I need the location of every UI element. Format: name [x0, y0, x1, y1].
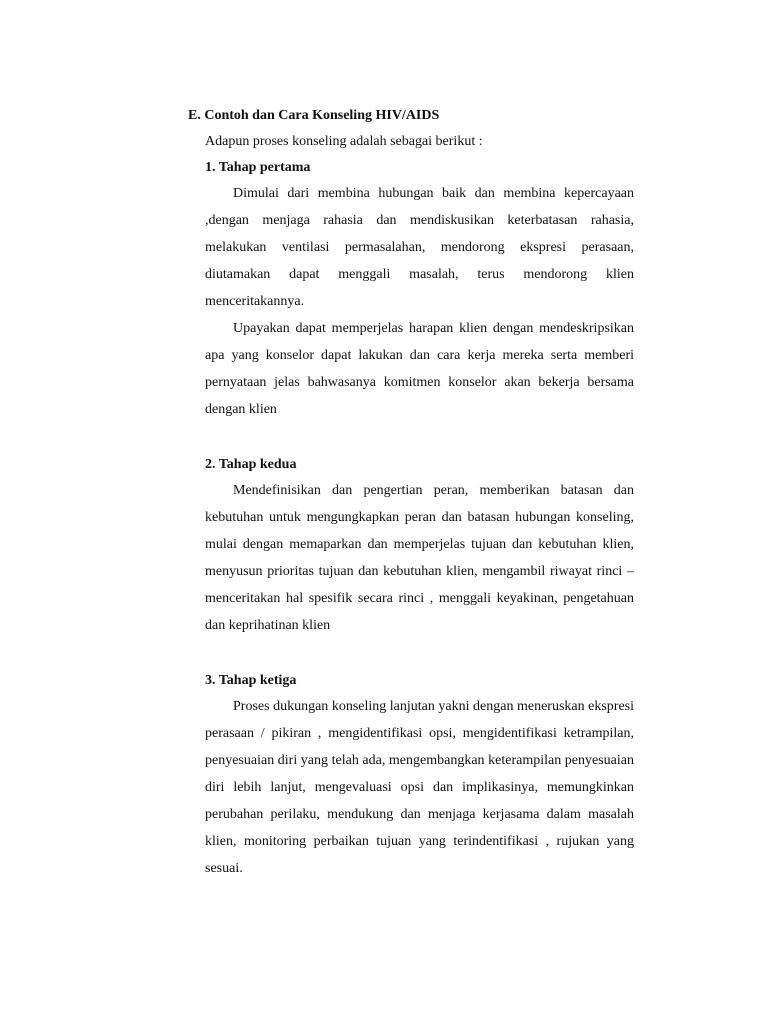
stage-2-paragraph-1: Mendefinisikan dan pengertian peran, memberikan batasan dan kebutuhan untuk mengungkapkan peran dan batasan hubungan konseling, mulai dengan memaparkan dan memperjelas tujuan dan kebutuhan klien, menyusun prioritas tujuan dan kebutuhan klien, mengambil riwayat rinci – menceritakan hal spesifik secara rinci , menggali keyakinan, pengetahuan dan keprihatinan klien — [205, 483, 634, 633]
stage-3-title: 3. Tahap ketiga — [205, 673, 297, 688]
intro-text: Adapun proses konseling adalah sebagai berikut : — [205, 134, 483, 149]
section-heading: E. Contoh dan Cara Konseling HIV/AIDS — [188, 108, 440, 123]
stage-2 — [205, 455, 634, 639]
stage-1-paragraph-1: Dimulai dari membina hubungan baik dan membina kepercayaan ,dengan menjaga rahasia dan mendiskusikan keterbatasan rahasia, melakukan ventilasi permasalahan, mendorong ekspresi perasaan, diutamakan dapat menggali masalah, terus mendorong klien menceritakannya. — [205, 186, 634, 309]
stage-1-title: 1. Tahap pertama — [205, 160, 311, 175]
document-body — [188, 106, 634, 882]
section-spacer — [188, 639, 634, 665]
stage-1-paragraph-2: Upayakan dapat memperjelas harapan klien dengan mendeskripsikan apa yang konselor dapat lakukan dan cara kerja mereka serta memberi pernyataan jelas bahwasanya komitmen konselor akan bekerja bersama dengan klien — [205, 321, 634, 417]
stage-1 — [205, 158, 634, 423]
stage-3-paragraph-1: Proses dukungan konseling lanjutan yakni dengan meneruskan ekspresi perasaan / pikiran , mengidentifikasi opsi, mengidentifikasi ketrampilan, penyesuaian diri yang telah ada, mengembangkan keterampilan penyesuaian diri lebih lanjut, mengevaluasi opsi dan implikasinya, memungkinkan perubahan perilaku, mendukung dan menjaga kerjasama dalam masalah klien, monitoring perbaikan tujuan yang terindentifikasi , rujukan yang sesuai. — [205, 699, 634, 876]
stage-3 — [205, 671, 634, 882]
section-spacer — [188, 423, 634, 449]
stage-2-title: 2. Tahap kedua — [205, 457, 297, 472]
